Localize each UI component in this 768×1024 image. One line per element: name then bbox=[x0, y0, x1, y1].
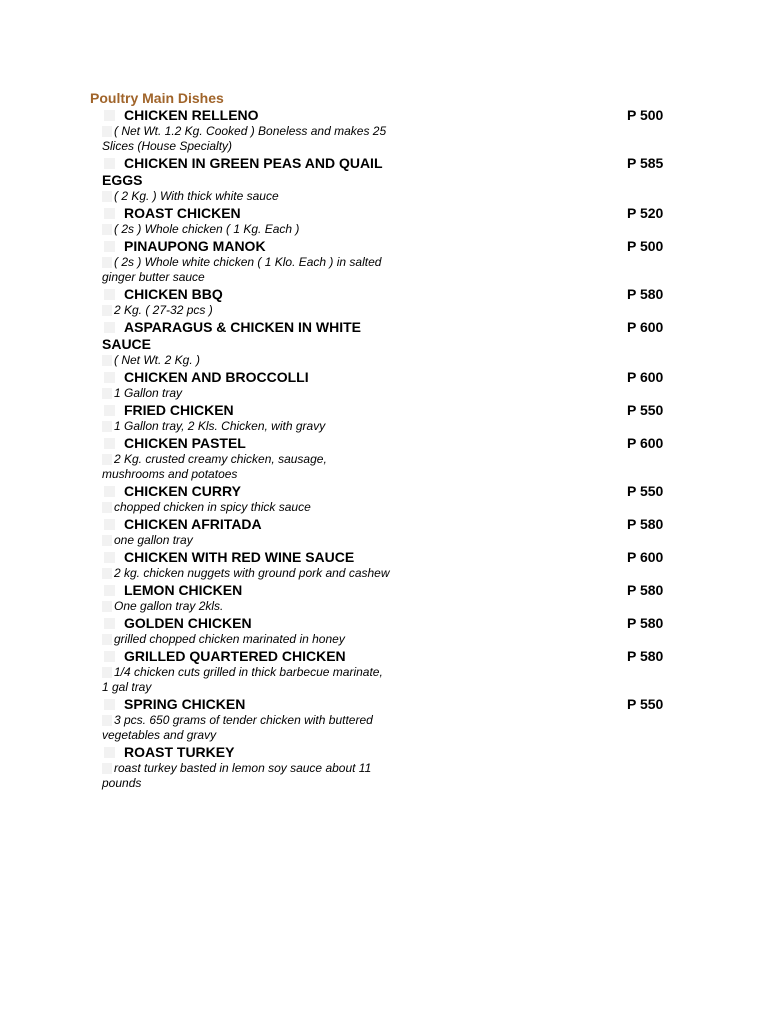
menu-item-header bbox=[102, 435, 682, 452]
menu-item-header bbox=[102, 483, 682, 500]
dish-description bbox=[102, 452, 392, 482]
menu-item-header bbox=[102, 369, 682, 386]
dish-description-text: 2 kg. chicken nuggets with ground pork and cashew bbox=[114, 566, 390, 580]
bullet-icon bbox=[102, 257, 112, 268]
bullet-icon bbox=[102, 126, 112, 137]
dish-price: P 550 bbox=[627, 696, 664, 712]
dish-name: CHICKEN CURRY bbox=[124, 483, 241, 499]
dish-name: CHICKEN BBQ bbox=[124, 286, 223, 302]
dish-price: P 600 bbox=[627, 319, 664, 335]
menu-item bbox=[102, 238, 682, 285]
dish-description bbox=[102, 533, 392, 548]
menu-item bbox=[102, 107, 682, 154]
dish-description-text: ( Net Wt. 1.2 Kg. Cooked ) Boneless and makes 25 Slices (House Specialty) bbox=[102, 124, 387, 153]
dish-description bbox=[102, 386, 392, 401]
bullet-icon bbox=[102, 601, 112, 612]
dish-description bbox=[102, 566, 392, 581]
dish-description-text: chopped chicken in spicy thick sauce bbox=[114, 500, 311, 514]
dish-description bbox=[102, 761, 392, 791]
dish-name: SPRING CHICKEN bbox=[124, 696, 246, 712]
dish-description-text: 2 Kg. crusted creamy chicken, sausage, mushrooms and potatoes bbox=[102, 452, 327, 481]
dish-price: P 580 bbox=[627, 582, 664, 598]
dish-description bbox=[102, 500, 392, 515]
dish-description bbox=[102, 124, 392, 154]
menu-item bbox=[102, 402, 682, 434]
bullet-icon bbox=[102, 634, 112, 645]
menu-item-header bbox=[102, 744, 682, 761]
dish-name: GRILLED QUARTERED CHICKEN bbox=[124, 648, 346, 664]
dish-price: P 500 bbox=[627, 107, 664, 123]
bullet-icon bbox=[102, 715, 112, 726]
menu-item-header bbox=[102, 648, 682, 665]
menu-item-header bbox=[102, 319, 682, 353]
dish-name: CHICKEN IN GREEN PEAS AND QUAIL EGGS bbox=[102, 155, 383, 188]
dish-description bbox=[102, 599, 392, 614]
menu-item-header bbox=[102, 107, 682, 124]
dish-description bbox=[102, 255, 392, 285]
dish-description bbox=[102, 665, 392, 695]
bullet-icon bbox=[102, 568, 112, 579]
menu-item-header bbox=[102, 582, 682, 599]
dish-name: FRIED CHICKEN bbox=[124, 402, 234, 418]
dish-description bbox=[102, 303, 392, 318]
bullet-icon bbox=[102, 667, 112, 678]
bullet-icon bbox=[102, 421, 112, 432]
menu-list bbox=[102, 107, 682, 792]
dish-name: ASPARAGUS & CHICKEN IN WHITE SAUCE bbox=[102, 319, 361, 352]
dish-price: P 580 bbox=[627, 648, 664, 664]
dish-description-text: ( Net Wt. 2 Kg. ) bbox=[114, 353, 201, 367]
dish-price: P 580 bbox=[627, 286, 664, 302]
dish-description bbox=[102, 189, 392, 204]
bullet-icon bbox=[102, 191, 112, 202]
dish-price: P 600 bbox=[627, 435, 664, 451]
dish-name: CHICKEN AFRITADA bbox=[124, 516, 262, 532]
menu-item-header bbox=[102, 516, 682, 533]
dish-price: P 550 bbox=[627, 483, 664, 499]
menu-item-header bbox=[102, 696, 682, 713]
menu-item bbox=[102, 483, 682, 515]
menu-item bbox=[102, 696, 682, 743]
bullet-icon bbox=[102, 454, 112, 465]
dish-description-text: ( 2s ) Whole chicken ( 1 Kg. Each ) bbox=[114, 222, 300, 236]
menu-item-header bbox=[102, 286, 682, 303]
bullet-icon bbox=[102, 763, 112, 774]
dish-name: CHICKEN RELLENO bbox=[124, 107, 259, 123]
dish-description bbox=[102, 419, 392, 434]
dish-price: P 600 bbox=[627, 369, 664, 385]
dish-name: ROAST TURKEY bbox=[124, 744, 235, 760]
dish-description-text: roast turkey basted in lemon soy sauce about 11 pounds bbox=[102, 761, 372, 790]
menu-item-header bbox=[102, 549, 682, 566]
dish-name: ROAST CHICKEN bbox=[124, 205, 241, 221]
section-title: Poultry Main Dishes bbox=[90, 90, 224, 106]
dish-description-text: 3 pcs. 650 grams of tender chicken with buttered vegetables and gravy bbox=[102, 713, 373, 742]
dish-price: P 600 bbox=[627, 549, 664, 565]
dish-description bbox=[102, 353, 392, 368]
menu-item bbox=[102, 435, 682, 482]
dish-description bbox=[102, 632, 392, 647]
bullet-icon bbox=[102, 224, 112, 235]
dish-name: CHICKEN PASTEL bbox=[124, 435, 246, 451]
dish-description bbox=[102, 713, 392, 743]
menu-item bbox=[102, 582, 682, 614]
bullet-icon bbox=[102, 535, 112, 546]
menu-item bbox=[102, 516, 682, 548]
dish-description-text: ( 2 Kg. ) With thick white sauce bbox=[114, 189, 279, 203]
dish-name: CHICKEN AND BROCCOLLI bbox=[124, 369, 309, 385]
menu-item bbox=[102, 319, 682, 368]
bullet-icon bbox=[102, 305, 112, 316]
dish-description bbox=[102, 222, 392, 237]
dish-name: CHICKEN WITH RED WINE SAUCE bbox=[124, 549, 355, 565]
menu-item bbox=[102, 549, 682, 581]
dish-price: P 520 bbox=[627, 205, 664, 221]
dish-description-text: One gallon tray 2kls. bbox=[114, 599, 224, 613]
menu-item-header bbox=[102, 238, 682, 255]
dish-price: P 580 bbox=[627, 516, 664, 532]
menu-item bbox=[102, 615, 682, 647]
menu-item-header bbox=[102, 402, 682, 419]
dish-description-text: 1 Gallon tray bbox=[114, 386, 183, 400]
dish-name: PINAUPONG MANOK bbox=[124, 238, 266, 254]
dish-price: P 550 bbox=[627, 402, 664, 418]
dish-description-text: 1 Gallon tray, 2 Kls. Chicken, with gravy bbox=[114, 419, 326, 433]
menu-item bbox=[102, 205, 682, 237]
dish-price: P 500 bbox=[627, 238, 664, 254]
menu-item-header bbox=[102, 615, 682, 632]
dish-description-text: one gallon tray bbox=[114, 533, 193, 547]
menu-item-header bbox=[102, 205, 682, 222]
menu-item bbox=[102, 744, 682, 791]
dish-name: GOLDEN CHICKEN bbox=[124, 615, 252, 631]
dish-description-text: grilled chopped chicken marinated in honey bbox=[114, 632, 345, 646]
menu-item bbox=[102, 155, 682, 204]
dish-price: P 585 bbox=[627, 155, 664, 171]
dish-name: LEMON CHICKEN bbox=[124, 582, 243, 598]
dish-price: P 580 bbox=[627, 615, 664, 631]
dish-description-text: 2 Kg. ( 27-32 pcs ) bbox=[114, 303, 213, 317]
dish-description-text: 1/4 chicken cuts grilled in thick barbecue marinate, 1 gal tray bbox=[102, 665, 383, 694]
menu-item bbox=[102, 286, 682, 318]
bullet-icon bbox=[102, 388, 112, 399]
bullet-icon bbox=[102, 355, 112, 366]
menu-item bbox=[102, 648, 682, 695]
bullet-icon bbox=[102, 502, 112, 513]
menu-item-header bbox=[102, 155, 682, 189]
menu-item bbox=[102, 369, 682, 401]
dish-description-text: ( 2s ) Whole white chicken ( 1 Klo. Each ) in salted ginger butter sauce bbox=[102, 255, 382, 284]
